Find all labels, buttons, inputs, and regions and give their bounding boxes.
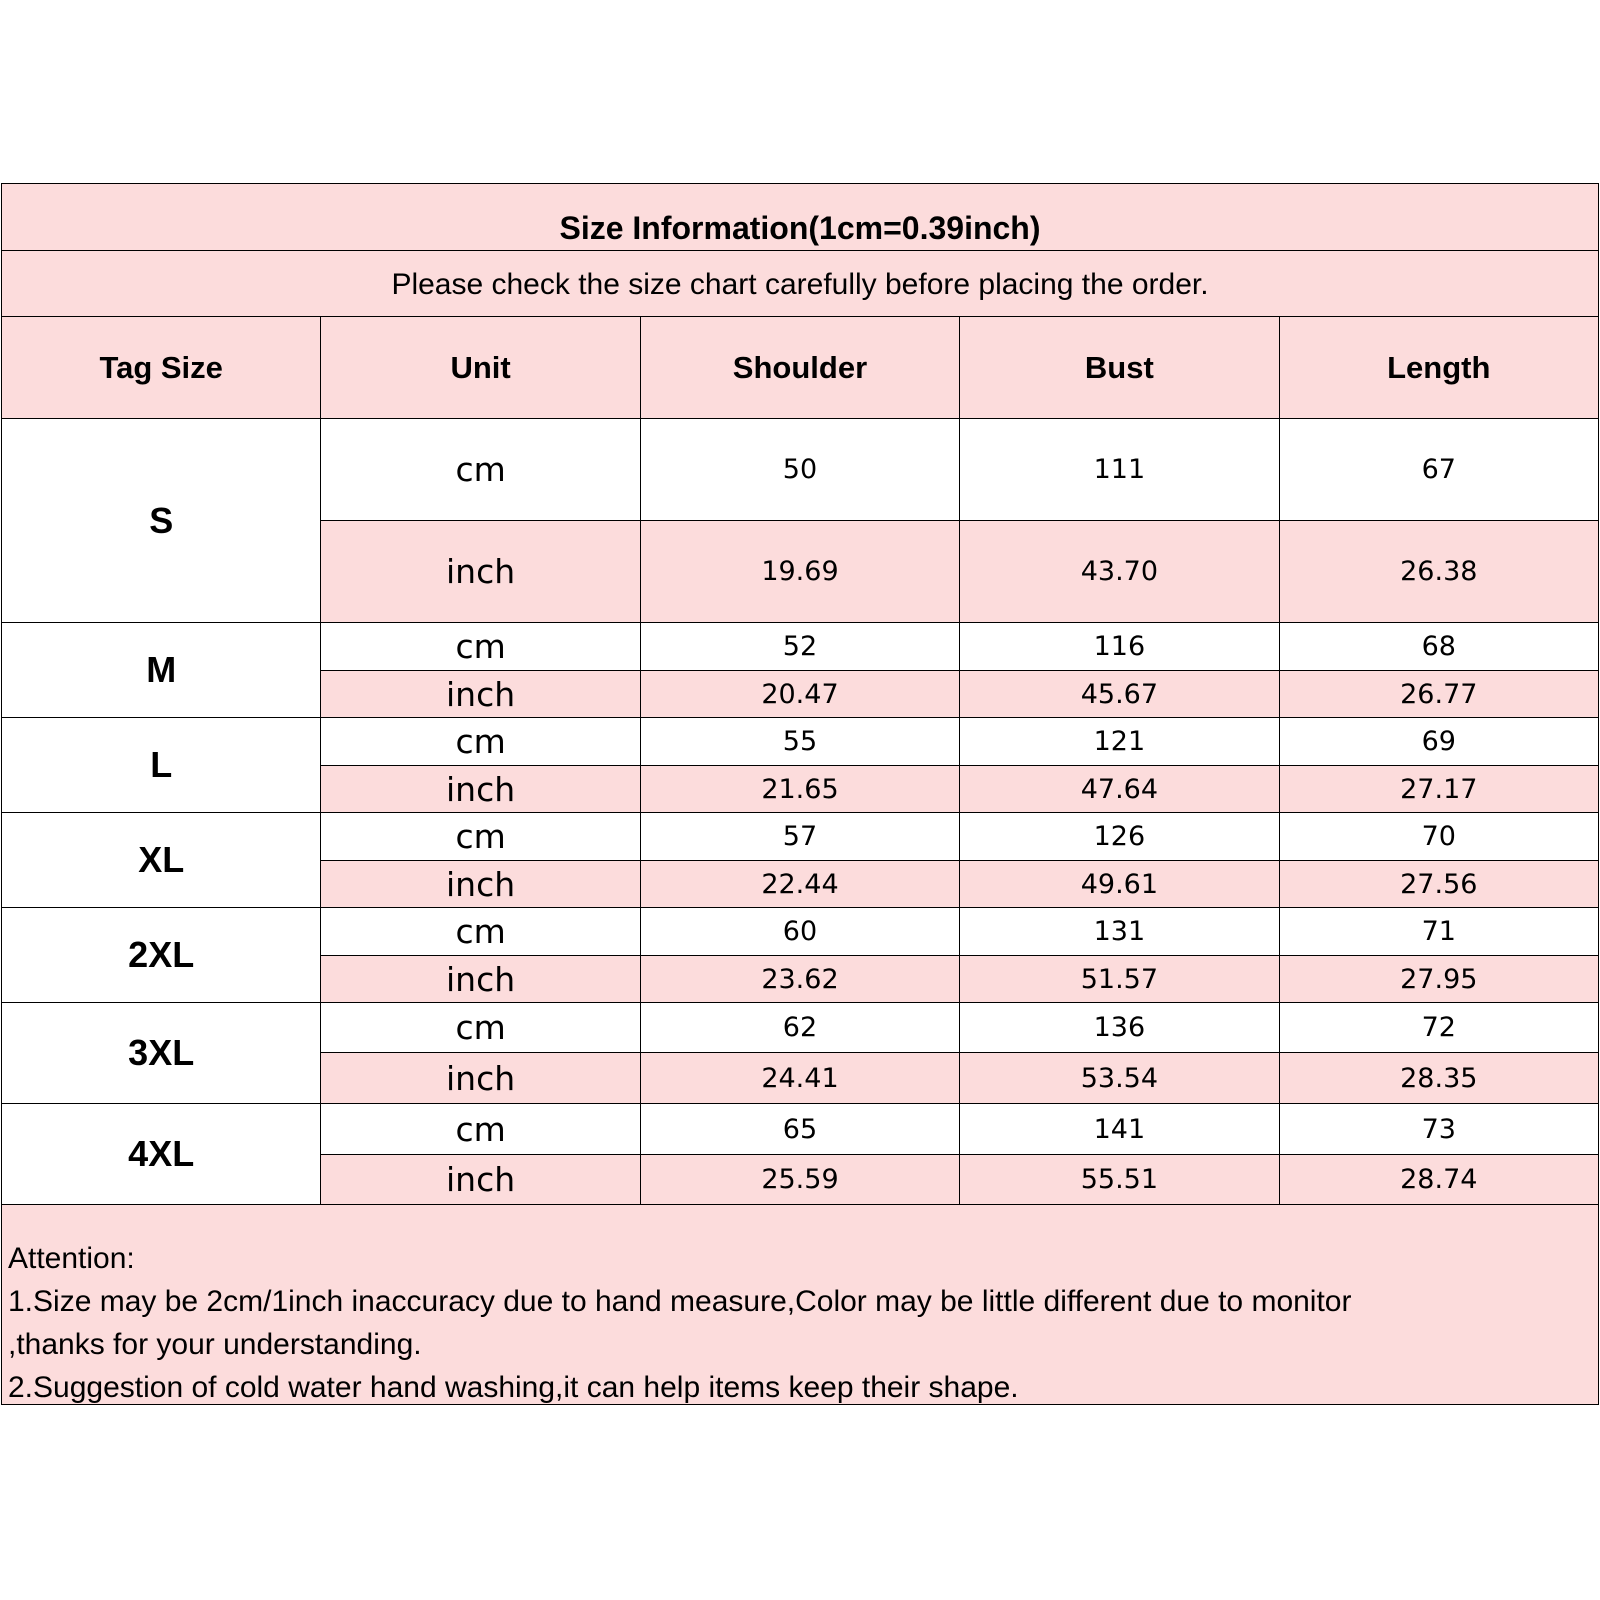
table-row: [2, 908, 1599, 956]
table-row: [2, 623, 1599, 671]
shoulder-cell: 50: [640, 419, 959, 521]
shoulder-cell: 52: [640, 623, 959, 671]
header-shoulder: Shoulder: [640, 317, 959, 419]
table-row: [2, 813, 1599, 861]
bust-cell: 47.64: [960, 766, 1279, 813]
length-cell: 27.17: [1279, 766, 1598, 813]
size-table: [1, 316, 1599, 1205]
shoulder-cell: 22.44: [640, 861, 959, 908]
bust-cell: 53.54: [960, 1053, 1279, 1104]
unit-cell: cm: [321, 419, 640, 521]
note-line: 1.Size may be 2cm/1inch inaccuracy due to hand measure,Color may be little different due to monitor: [8, 1285, 1352, 1318]
tag-size-cell: S: [2, 419, 321, 623]
length-cell: 70: [1279, 813, 1598, 861]
shoulder-cell: 21.65: [640, 766, 959, 813]
bust-cell: 45.67: [960, 671, 1279, 718]
unit-cell: cm: [321, 1003, 640, 1053]
unit-cell: inch: [321, 521, 640, 623]
bust-cell: 141: [960, 1104, 1279, 1155]
attention-notes: [1, 1205, 1599, 1405]
bust-cell: 49.61: [960, 861, 1279, 908]
bust-cell: 121: [960, 718, 1279, 766]
header-unit: Unit: [321, 317, 640, 419]
length-cell: 28.74: [1279, 1155, 1598, 1205]
header-tag-size: Tag Size: [2, 317, 321, 419]
length-cell: 73: [1279, 1104, 1598, 1155]
note-line: Attention:: [8, 1242, 135, 1275]
shoulder-cell: 62: [640, 1003, 959, 1053]
table-row: [2, 1104, 1599, 1155]
unit-cell: inch: [321, 671, 640, 718]
length-cell: 68: [1279, 623, 1598, 671]
tag-size-cell: 4XL: [2, 1104, 321, 1205]
length-cell: 71: [1279, 908, 1598, 956]
length-cell: 28.35: [1279, 1053, 1598, 1104]
unit-cell: cm: [321, 623, 640, 671]
shoulder-cell: 57: [640, 813, 959, 861]
bust-cell: 51.57: [960, 956, 1279, 1003]
shoulder-cell: 25.59: [640, 1155, 959, 1205]
unit-cell: cm: [321, 718, 640, 766]
size-chart: [1, 183, 1599, 1405]
length-cell: 27.56: [1279, 861, 1598, 908]
unit-cell: inch: [321, 861, 640, 908]
length-cell: 26.38: [1279, 521, 1598, 623]
table-row: [2, 419, 1599, 521]
bust-cell: 116: [960, 623, 1279, 671]
shoulder-cell: 19.69: [640, 521, 959, 623]
bust-cell: 55.51: [960, 1155, 1279, 1205]
length-cell: 26.77: [1279, 671, 1598, 718]
length-cell: 67: [1279, 419, 1598, 521]
bust-cell: 111: [960, 419, 1279, 521]
table-row: [2, 1003, 1599, 1053]
shoulder-cell: 24.41: [640, 1053, 959, 1104]
size-table-body: [2, 419, 1599, 1205]
shoulder-cell: 20.47: [640, 671, 959, 718]
unit-cell: inch: [321, 1053, 640, 1104]
header-row: [2, 317, 1599, 419]
unit-cell: cm: [321, 813, 640, 861]
shoulder-cell: 60: [640, 908, 959, 956]
tag-size-cell: M: [2, 623, 321, 718]
chart-title: Size Information(1cm=0.39inch): [1, 183, 1599, 250]
note-line: 2.Suggestion of cold water hand washing,it can help items keep their shape.: [8, 1371, 1019, 1404]
bust-cell: 131: [960, 908, 1279, 956]
bust-cell: 43.70: [960, 521, 1279, 623]
chart-subtitle: Please check the size chart carefully before placing the order.: [1, 250, 1599, 316]
tag-size-cell: 3XL: [2, 1003, 321, 1104]
bust-cell: 126: [960, 813, 1279, 861]
bust-cell: 136: [960, 1003, 1279, 1053]
length-cell: 27.95: [1279, 956, 1598, 1003]
unit-cell: cm: [321, 1104, 640, 1155]
tag-size-cell: XL: [2, 813, 321, 908]
tag-size-cell: L: [2, 718, 321, 813]
header-bust: Bust: [960, 317, 1279, 419]
unit-cell: inch: [321, 956, 640, 1003]
shoulder-cell: 65: [640, 1104, 959, 1155]
table-row: [2, 718, 1599, 766]
note-line: ,thanks for your understanding.: [8, 1328, 422, 1361]
header-length: Length: [1279, 317, 1598, 419]
unit-cell: cm: [321, 908, 640, 956]
shoulder-cell: 23.62: [640, 956, 959, 1003]
unit-cell: inch: [321, 766, 640, 813]
unit-cell: inch: [321, 1155, 640, 1205]
shoulder-cell: 55: [640, 718, 959, 766]
tag-size-cell: 2XL: [2, 908, 321, 1003]
length-cell: 72: [1279, 1003, 1598, 1053]
length-cell: 69: [1279, 718, 1598, 766]
